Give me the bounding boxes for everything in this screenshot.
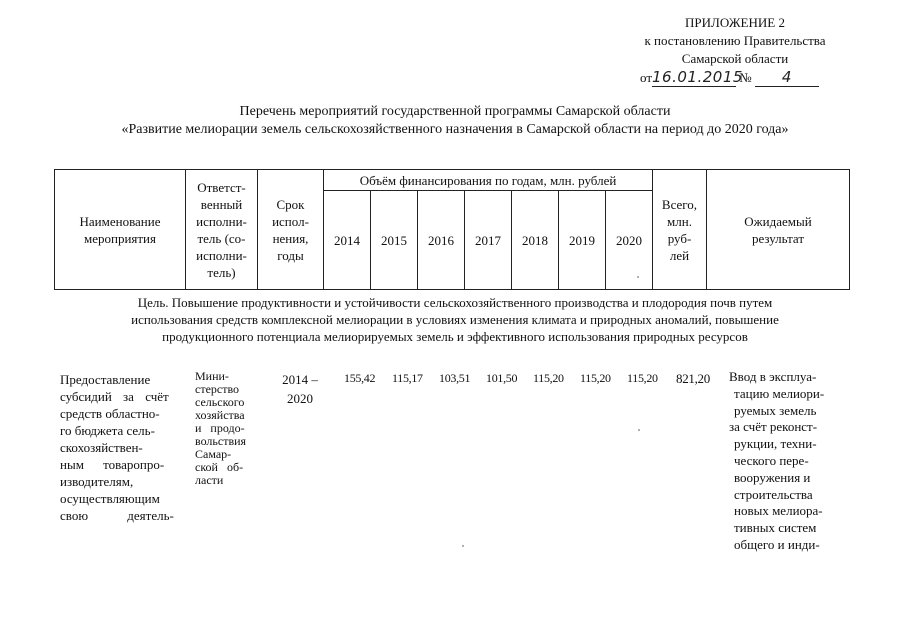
goal-line: использования средств комплексной мелиорации в условиях изменения климата и природных аномалий, повышение bbox=[131, 312, 779, 327]
executor-line: ласти bbox=[195, 473, 224, 487]
header-text: результат bbox=[751, 230, 805, 246]
executor-line: сельского bbox=[195, 395, 245, 409]
funding-table-header bbox=[54, 169, 850, 290]
result-line: ческого пере- bbox=[734, 452, 809, 468]
expected-result bbox=[729, 369, 859, 554]
title-line-2: «Развитие мелиорации земель сельскохозяйственного назначения в Самарской области на период до 2020 года» bbox=[121, 122, 789, 137]
name-line: скохозяйствен- bbox=[60, 440, 143, 455]
year-2015: 2015 bbox=[371, 191, 418, 290]
header-text: нения, bbox=[272, 230, 309, 246]
term-line: 2014 – bbox=[282, 372, 318, 387]
col-header-name bbox=[55, 170, 186, 290]
name-line: свою деятель- bbox=[60, 508, 174, 523]
value-total: 821,20 bbox=[676, 371, 710, 386]
name-line: средств областно- bbox=[60, 406, 160, 421]
result-line: тацию мелиори- bbox=[734, 385, 825, 401]
document-title bbox=[40, 103, 870, 139]
year-2016: 2016 bbox=[418, 191, 465, 290]
value-2015: 115,17 bbox=[392, 371, 423, 385]
header-text: испол- bbox=[272, 213, 309, 229]
result-line: Ввод в эксплуа- bbox=[729, 369, 817, 384]
appendix-line: к постановлению Правительства bbox=[644, 33, 826, 48]
header-text: Срок bbox=[276, 196, 305, 212]
executor-line: Самар- bbox=[195, 447, 232, 461]
header-text: исполни- bbox=[196, 247, 247, 263]
name-line: изводителям, bbox=[60, 474, 134, 489]
header-text: Наименование bbox=[79, 213, 161, 229]
col-header-result bbox=[707, 170, 850, 290]
number-prefix: № bbox=[739, 70, 752, 85]
header-text: тель) bbox=[207, 264, 236, 280]
header-text: тель (со- bbox=[197, 230, 246, 246]
date-prefix: от bbox=[640, 70, 653, 85]
executor-line: вольствия bbox=[195, 434, 247, 448]
scan-speck bbox=[462, 545, 464, 547]
value-2018: 115,20 bbox=[533, 371, 564, 385]
result-line: рукции, техни- bbox=[734, 436, 817, 452]
executor-line: стерство bbox=[195, 382, 240, 396]
value-2014: 155,42 bbox=[344, 371, 376, 385]
result-line: вооружения и bbox=[734, 469, 811, 485]
scan-speck bbox=[638, 429, 640, 431]
col-header-term bbox=[258, 170, 324, 290]
result-line: новых мелиора- bbox=[734, 503, 823, 519]
executor-line: ской об- bbox=[195, 460, 244, 474]
col-header-funding: Объём финансирования по годам, млн. рублей bbox=[324, 170, 653, 191]
appendix-line: ПРИЛОЖЕНИЕ 2 bbox=[685, 15, 785, 30]
executor-line: хозяйства bbox=[195, 408, 245, 422]
header-text: руб- bbox=[667, 230, 692, 246]
decree-date: 16.01.2015 bbox=[652, 68, 743, 86]
header-text: годы bbox=[277, 247, 304, 263]
name-line: го бюджета сель- bbox=[60, 423, 155, 438]
term-line: 2020 bbox=[287, 391, 313, 406]
name-line: субсидий за счёт bbox=[60, 389, 169, 404]
header-text: Всего, bbox=[661, 196, 698, 212]
header-text: венный bbox=[200, 196, 243, 212]
result-line: руемых земель bbox=[734, 402, 817, 418]
result-line: тивных систем bbox=[734, 520, 817, 536]
execution-term bbox=[276, 370, 324, 408]
responsible-executor bbox=[195, 370, 265, 487]
year-2020: 2020 bbox=[606, 191, 653, 290]
header-text: исполни- bbox=[196, 213, 247, 229]
year-2014: 2014 bbox=[324, 191, 371, 290]
name-line: осуществляющим bbox=[60, 491, 160, 506]
year-2019: 2019 bbox=[559, 191, 606, 290]
header-text: Ожидаемый bbox=[744, 213, 812, 229]
result-line: за счёт реконст- bbox=[729, 419, 818, 435]
appendix-header bbox=[600, 14, 870, 68]
result-line: строительства bbox=[734, 486, 813, 502]
goal-line: продукционного потенциала мелиорируемых земель и эффективного использования природных ресурсов bbox=[162, 329, 748, 344]
value-2016: 103,51 bbox=[439, 371, 471, 385]
year-2018: 2018 bbox=[512, 191, 559, 290]
name-line: ным товаропро- bbox=[60, 457, 165, 472]
goal-line: Цель. Повышение продуктивности и устойчивости сельскохозяйственного производства и плодородия почв путем bbox=[137, 295, 773, 310]
executor-line: и продо- bbox=[195, 421, 245, 435]
program-goal bbox=[40, 294, 870, 345]
result-line: общего и инди- bbox=[734, 536, 820, 552]
header-text: млн. bbox=[667, 213, 692, 229]
value-2017: 101,50 bbox=[486, 371, 518, 385]
col-header-executor bbox=[186, 170, 258, 290]
value-2020: 115,20 bbox=[627, 371, 658, 385]
activity-name bbox=[60, 371, 180, 524]
decree-date-line bbox=[640, 68, 819, 87]
year-2017: 2017 bbox=[465, 191, 512, 290]
col-header-total bbox=[653, 170, 707, 290]
title-line-1: Перечень мероприятий государственной программы Самарской области bbox=[239, 104, 671, 119]
header-text: мероприятия bbox=[83, 230, 156, 246]
decree-number: 4 bbox=[755, 68, 819, 87]
header-text: лей bbox=[669, 247, 690, 263]
value-2019: 115,20 bbox=[580, 371, 611, 385]
header-text: Ответст- bbox=[197, 179, 246, 195]
name-line: Предоставление bbox=[60, 372, 151, 387]
scan-speck bbox=[637, 276, 639, 278]
executor-line: Мини- bbox=[195, 369, 229, 383]
appendix-line: Самарской области bbox=[681, 51, 789, 66]
